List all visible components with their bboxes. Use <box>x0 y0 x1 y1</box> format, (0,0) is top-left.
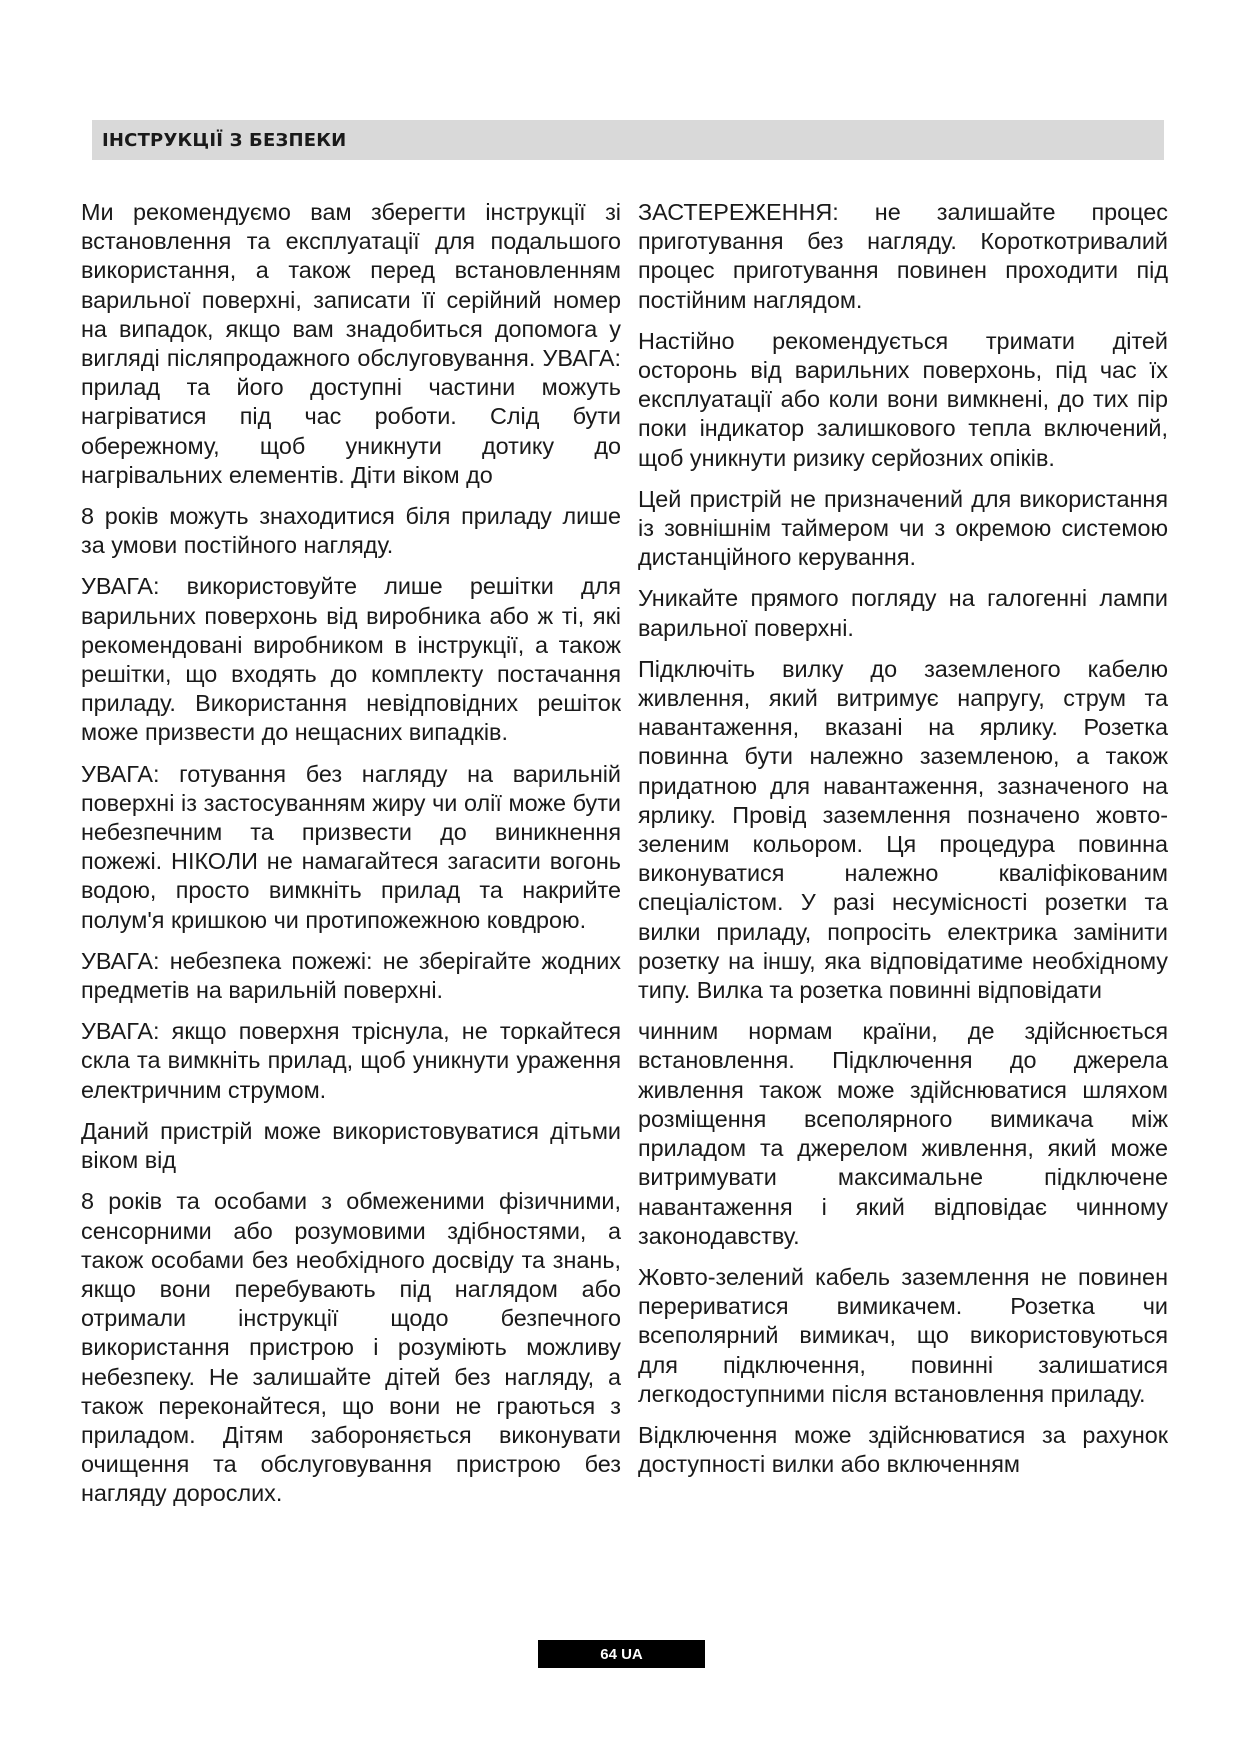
paragraph: УВАГА: готування без нагляду на варильній поверхні із застосуванням жиру чи олії може бути небезпечним та призвести до виникнення пожежі. НІКОЛИ не намагайтеся загасити вогонь водою, просто вимкніть прилад та накрийте полум'я кришкою чи протипожежною ковдрою. <box>81 760 621 933</box>
paragraph: Підключіть вилку до заземленого кабелю живлення, який витримує напругу, струм та навантаження, вказані на ярлику. Розетка повинна бути належно заземленою, а також придатною для навантаження, зазначеного на ярлику. Провід заземлення позначено жовто-зеленим кольором. Ця процедура повинна виконуватися належно кваліфікованим спеціалістом. У разі несумісності розетки та вилки приладу, попросіть електрика замінити розетку на іншу, яка відповідатиме необхідному типу. Вилка та розетка повинні відповідати <box>638 655 1168 1004</box>
paragraph: Цей пристрій не призначений для використання із зовнішнім таймером чи з окремою системою дистанційного керування. <box>638 485 1168 571</box>
paragraph: Відключення може здійснюватися за рахунок доступності вилки або включенням <box>638 1421 1168 1478</box>
paragraph: УВАГА: якщо поверхня тріснула, не торкайтеся скла та вимкніть прилад, щоб уникнути ураження електричним струмом. <box>81 1018 621 1103</box>
paragraph: УВАГА: небезпека пожежі: не зберігайте жодних предметів на варильній поверхні. <box>81 947 621 1004</box>
page-number-badge <box>538 1640 705 1668</box>
section-title: ІНСТРУКЦІЇ З БЕЗПЕКИ <box>102 129 347 151</box>
paragraph: 8 років та особами з обмеженими фізичними, сенсорними або розумовими здібностями, а також особами без необхідного досвіду та знань, якщо вони перебувають під наглядом або отримали інструкції щодо безпечного використання пристрою і розуміють можливу небезпеку. Не залишайте дітей без нагляду, а також переконайтеся, що вони не граються з приладом. Дітям забороняється виконувати очищення та обслуговування пристрою без нагляду дорослих. <box>81 1188 621 1507</box>
paragraph: 8 років можуть знаходитися біля приладу лише за умови постійного нагляду. <box>81 503 621 559</box>
section-header-bar <box>92 120 1164 160</box>
page-number: 64 UA <box>600 1645 643 1663</box>
paragraph: ЗАСТЕРЕЖЕННЯ: не залишайте процес приготування без нагляду. Короткотривалий процес приготування повинен проходити під постійним наглядом. <box>638 199 1168 313</box>
right-text-column <box>638 198 1168 1491</box>
paragraph: Ми рекомендуємо вам зберегти інструкції зі встановлення та експлуатації для подальшого використання, а також перед встановленням варильної поверхні, записати її серійний номер на випадок, якщо вам знадобиться допомога у вигляді післяпродажного обслуговування. УВАГА: прилад та його доступні частини можуть нагріватися під час роботи. Слід бути обережному, щоб уникнути дотику до нагрівальних елементів. Діти віком до <box>81 199 621 488</box>
paragraph: чинним нормам країни, де здійснюється встановлення. Підключення до джерела живлення також може здійснюватися шляхом розміщення всеполярного вимикача між приладом та джерелом живлення, який може витримувати максимальне підключене навантаження і який відповідає чинному законодавству. <box>638 1018 1168 1249</box>
paragraph: Жовто-зелений кабель заземлення не повинен перериватися вимикачем. Розетка чи всеполярний вимикач, що використовуються для підключення, повинні залишатися легкодоступними після встановлення приладу. <box>638 1263 1168 1407</box>
left-text-column <box>81 198 621 1521</box>
paragraph: Настійно рекомендується тримати дітей осторонь від варильних поверхонь, під час їх експлуатації або коли вони вимкнені, до тих пір поки індикатор залишкового тепла включений, щоб уникнути ризику серйозних опіків. <box>638 327 1168 471</box>
paragraph: Уникайте прямого погляду на галогенні лампи варильної поверхні. <box>638 585 1168 641</box>
paragraph: УВАГА: використовуйте лише решітки для варильних поверхонь від виробника або ж ті, які рекомендовані виробником в інструкції, а також решітки, що входять до комплекту постачання приладу. Використання невідповідних решіток може призвести до нещасних випадків. <box>81 573 621 746</box>
paragraph: Даний пристрій може використовуватися дітьми віком від <box>81 1117 621 1174</box>
